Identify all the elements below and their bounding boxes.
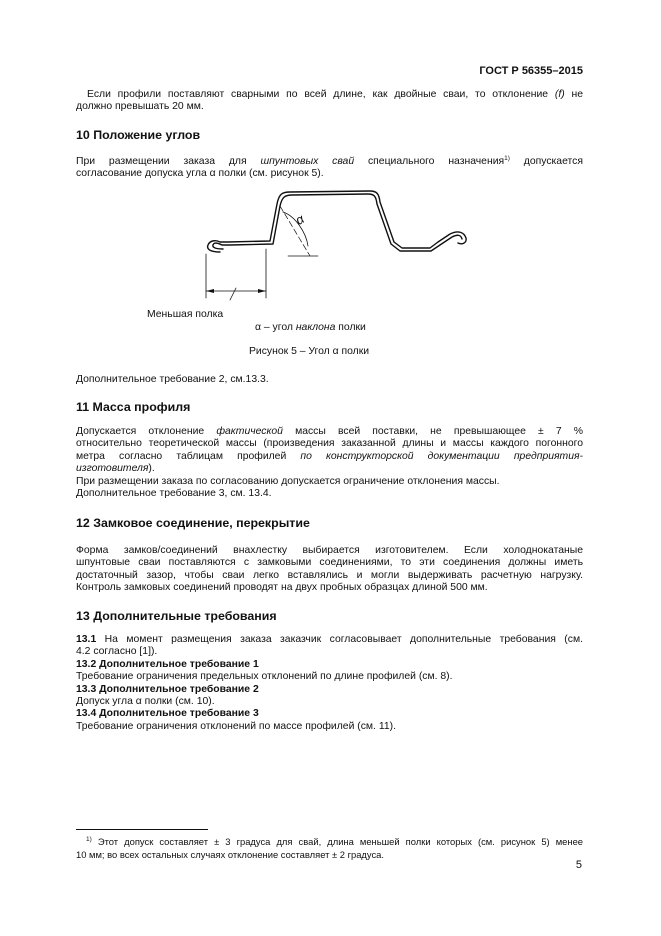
footnote-separator bbox=[76, 829, 208, 830]
figure-5-caption: Рисунок 5 – Угол α полки bbox=[249, 346, 370, 357]
standard-number: ГОСТ Р 56355–2015 bbox=[479, 65, 583, 77]
section-13-content: 13.1 На момент размещения заказа заказчик согласовывает дополнительные требования (см. 4.2 согласно [1]). 13.2 Дополнительное требование 1 Требование ограничения предельных отклонений по длине профилей (см. 8). 13.3 Дополнительное требование 2 Допуск угла α полки (см. 10). 13.4 Дополнительное требование 3 Требование ограничения отклонений по массе профилей (см. 11). bbox=[76, 634, 583, 732]
dimension-arrow-left bbox=[206, 289, 214, 293]
section-10-extra: Дополнительное требование 2, см.13.3. bbox=[76, 374, 269, 385]
page-number: 5 bbox=[575, 859, 582, 871]
intro-paragraph: Если профили поставляют сварными по всей длине, как двойные сваи, то отклонение (f) не должно превышать 20 мм. bbox=[76, 89, 583, 113]
section-10-paragraph: При размещении заказа для шпунтовых свай специального назначения$^{1)}$ допускается согласование допуска угла α полки (см. рисунок 5). bbox=[76, 155, 583, 180]
section-11-title: 11 Масса профиля bbox=[76, 400, 191, 414]
section-13-title: 13 Дополнительные требования bbox=[76, 609, 277, 623]
section-12-title: 12 Замковое соединение, перекрытие bbox=[76, 516, 310, 530]
dimension-arrow-right bbox=[258, 289, 266, 293]
dimension-tick bbox=[230, 288, 236, 300]
footnote: $^{1)}$ Этот допуск составляет ± 3 градуса для свай, длина меньшей полки которых (см. рисунок 5) менее 10 мм; во всех остальных случаях отклонение составляет ± 2 градуса. bbox=[76, 836, 583, 860]
figure-legend: α – угол наклона полки bbox=[255, 322, 366, 333]
figure-alpha-label: α bbox=[292, 211, 307, 228]
section-12-paragraph: Форма замков/соединений внахлестку выбирается изготовителем. Если холоднокатаные шпунтовые сваи поставляются с замковыми соединениями, то эти соединения должны иметь достаточный зазор, чтобы сваи легко вставлялись и могли выдерживать расчетную нагрузку. Контроль замковых соединений проводят на двух пробных образцах длиной 500 мм. bbox=[76, 545, 583, 594]
profile-inner-line bbox=[213, 194, 462, 251]
figure-5-profile-drawing bbox=[140, 182, 500, 322]
profile-outer-line bbox=[208, 191, 467, 252]
figure-small-flange-label: Меньшая полка bbox=[147, 309, 224, 320]
section-10-title: 10 Положение углов bbox=[76, 128, 201, 142]
section-11-paragraph: Допускается отклонение фактической массы всей поставки, не превышающее ± 7 % относительно теоретической массы (произведения заказанной длины и массы каждого погонного метра согласно таблицам профилей по конструкторской документации предприятия- изготовителя). При размещении заказа по согласованию допускается ограничение отклонения массы. Дополнительное требование 3, см. 13.4. bbox=[76, 426, 584, 500]
